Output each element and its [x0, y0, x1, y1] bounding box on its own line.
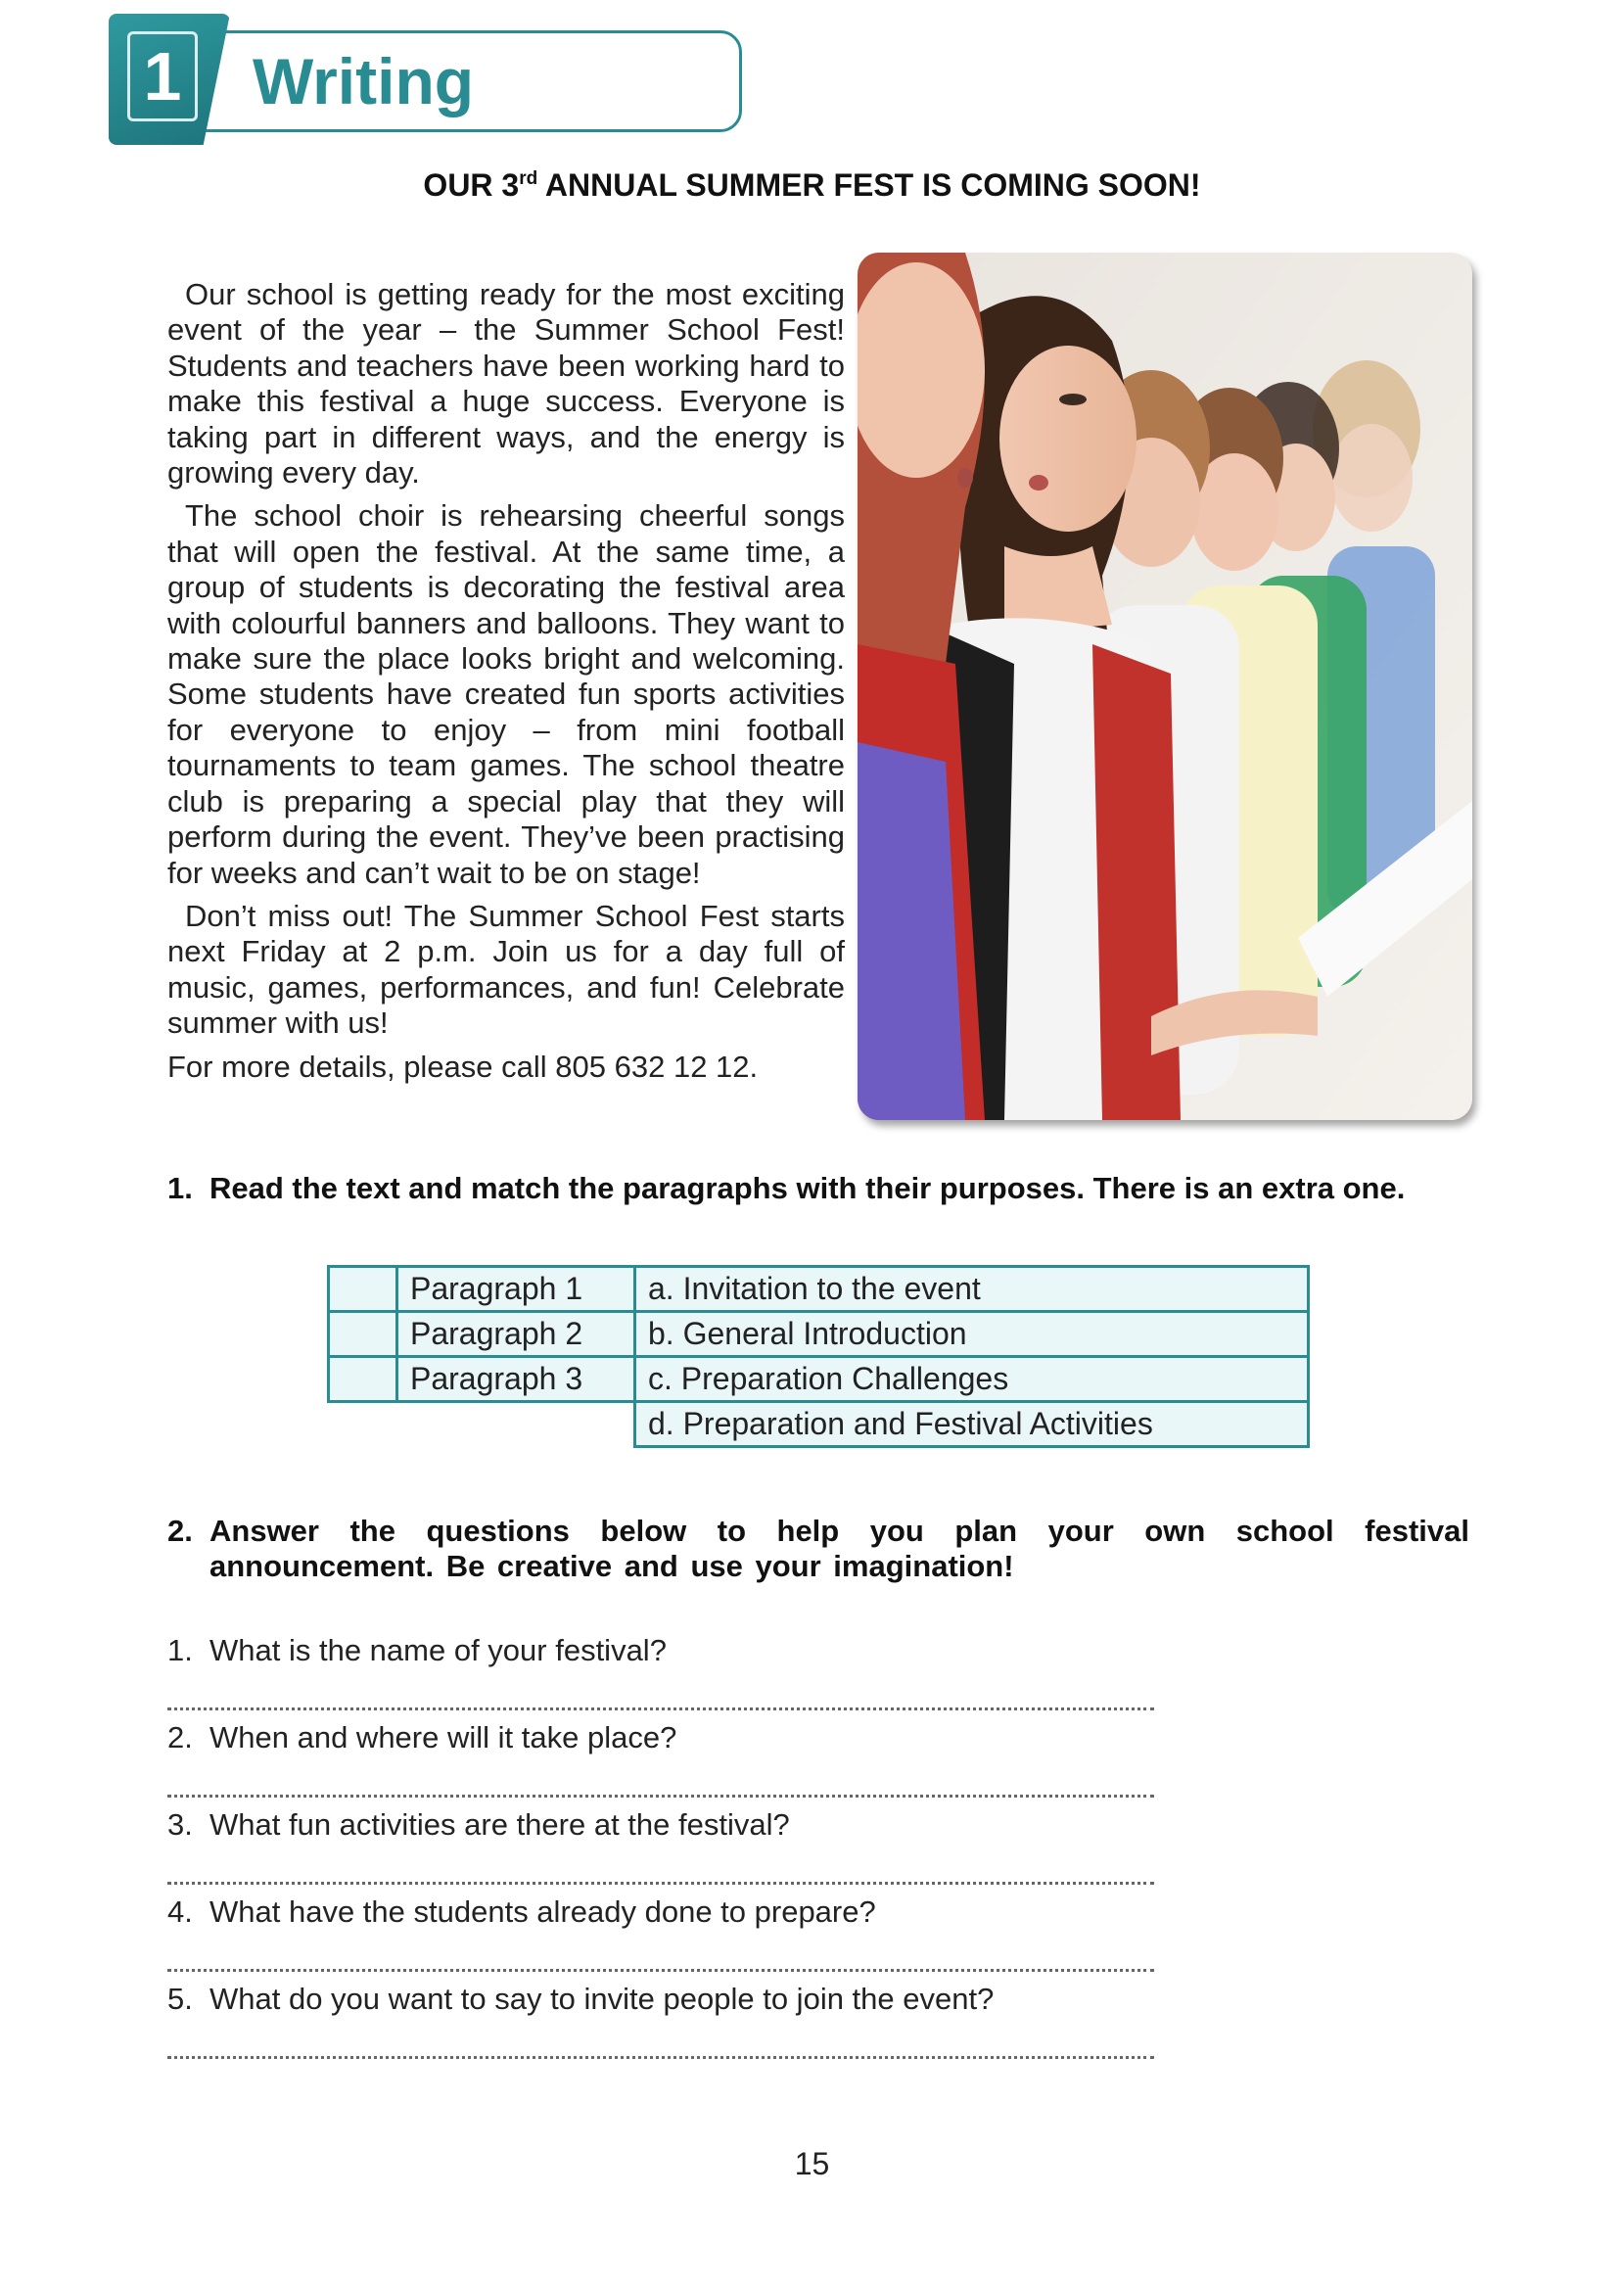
- article-headline: [0, 160, 1624, 205]
- table-row: [329, 1357, 1309, 1402]
- question-item: [167, 1893, 1156, 1980]
- paragraph-cell: Paragraph 3: [397, 1357, 635, 1402]
- task-2-text: Answer the questions below to help you plan your own school festival announcement. Be creative and use your imagination!: [209, 1514, 1469, 1583]
- question-number: 4.: [167, 1894, 193, 1929]
- question-number: 1.: [167, 1633, 193, 1667]
- page-number: 15: [794, 2146, 830, 2181]
- paragraph-cell: Paragraph 1: [397, 1267, 635, 1312]
- table-row: [329, 1402, 1309, 1447]
- question-number: 2.: [167, 1720, 193, 1754]
- question-list: [167, 1631, 1156, 2067]
- question-label: When and where will it take place?: [209, 1720, 677, 1754]
- section-title: Writing: [253, 45, 475, 117]
- task-1-text: Read the text and match the paragraphs with their purposes. There is an extra one.: [209, 1171, 1406, 1205]
- empty-cell: [329, 1402, 397, 1447]
- table-row: [329, 1267, 1309, 1312]
- question-text: [167, 1980, 994, 2019]
- option-cell: d. Preparation and Festival Activities: [635, 1402, 1309, 1447]
- article-paragraph-3: Don’t miss out! The Summer School Fest starts next Friday at 2 p.m. Join us for a day full of music, games, performances, and fun! Celebrate summer with us!: [167, 898, 845, 1041]
- article-text: [167, 277, 845, 1093]
- question-item: [167, 1805, 1156, 1893]
- task-2-number: 2.: [167, 1514, 193, 1548]
- task-1-instruction: [167, 1171, 1469, 1206]
- question-text: [167, 1718, 676, 1757]
- question-number: 5.: [167, 1982, 193, 2016]
- answer-line[interactable]: [167, 1969, 1154, 1972]
- question-number: 3.: [167, 1807, 193, 1842]
- question-text: [167, 1805, 790, 1845]
- choir-photo: [858, 253, 1472, 1120]
- task-1-number: 1.: [167, 1171, 193, 1205]
- empty-cell: [397, 1402, 635, 1447]
- unit-number: 1: [143, 38, 182, 115]
- question-text: [167, 1893, 876, 1932]
- answer-cell[interactable]: [329, 1357, 397, 1402]
- option-cell: a. Invitation to the event: [635, 1267, 1309, 1312]
- headline-part: OUR 3: [423, 167, 520, 203]
- question-item: [167, 1980, 1156, 2067]
- answer-cell[interactable]: [329, 1312, 397, 1357]
- question-label: What have the students already done to prepare?: [209, 1894, 876, 1929]
- task-2-instruction: [167, 1514, 1469, 1584]
- question-text: [167, 1631, 667, 1670]
- answer-cell[interactable]: [329, 1267, 397, 1312]
- matching-table: [327, 1265, 1310, 1448]
- choir-illustration: [858, 253, 1472, 1120]
- paragraph-cell: Paragraph 2: [397, 1312, 635, 1357]
- question-item: [167, 1631, 1156, 1718]
- option-cell: b. General Introduction: [635, 1312, 1309, 1357]
- headline-superscript: rd: [519, 168, 538, 189]
- question-label: What do you want to say to invite people to join the event?: [209, 1982, 995, 2016]
- answer-line[interactable]: [167, 2056, 1154, 2059]
- headline-part: ANNUAL SUMMER FEST IS COMING SOON!: [537, 167, 1201, 203]
- question-label: What is the name of your festival?: [209, 1633, 667, 1667]
- option-cell: c. Preparation Challenges: [635, 1357, 1309, 1402]
- question-label: What fun activities are there at the festival?: [209, 1807, 790, 1842]
- answer-line[interactable]: [167, 1882, 1154, 1885]
- answer-line[interactable]: [167, 1707, 1154, 1710]
- article-contact: For more details, please call 805 632 12 12.: [167, 1049, 759, 1084]
- answer-line[interactable]: [167, 1795, 1154, 1798]
- question-item: [167, 1718, 1156, 1805]
- article-paragraph-1: Our school is getting ready for the most exciting event of the year – the Summer School Fest! Students and teachers have been working hard to make this festival a huge success. Everyone is taking part in different ways, and the energy is growing every day.: [167, 277, 845, 491]
- table-row: [329, 1312, 1309, 1357]
- article-paragraph-2: The school choir is rehearsing cheerful songs that will open the festival. At the same time, a group of students is decorating the festival area with colourful banners and balloons. They want to make sure the place looks bright and welcoming. Some students have created fun sports activities for everyone to enjoy – from mini football tournaments to team games. The school theatre club is preparing a special play that they will perform during the event. They’ve been practising for weeks and can’t wait to be on stage!: [167, 498, 845, 890]
